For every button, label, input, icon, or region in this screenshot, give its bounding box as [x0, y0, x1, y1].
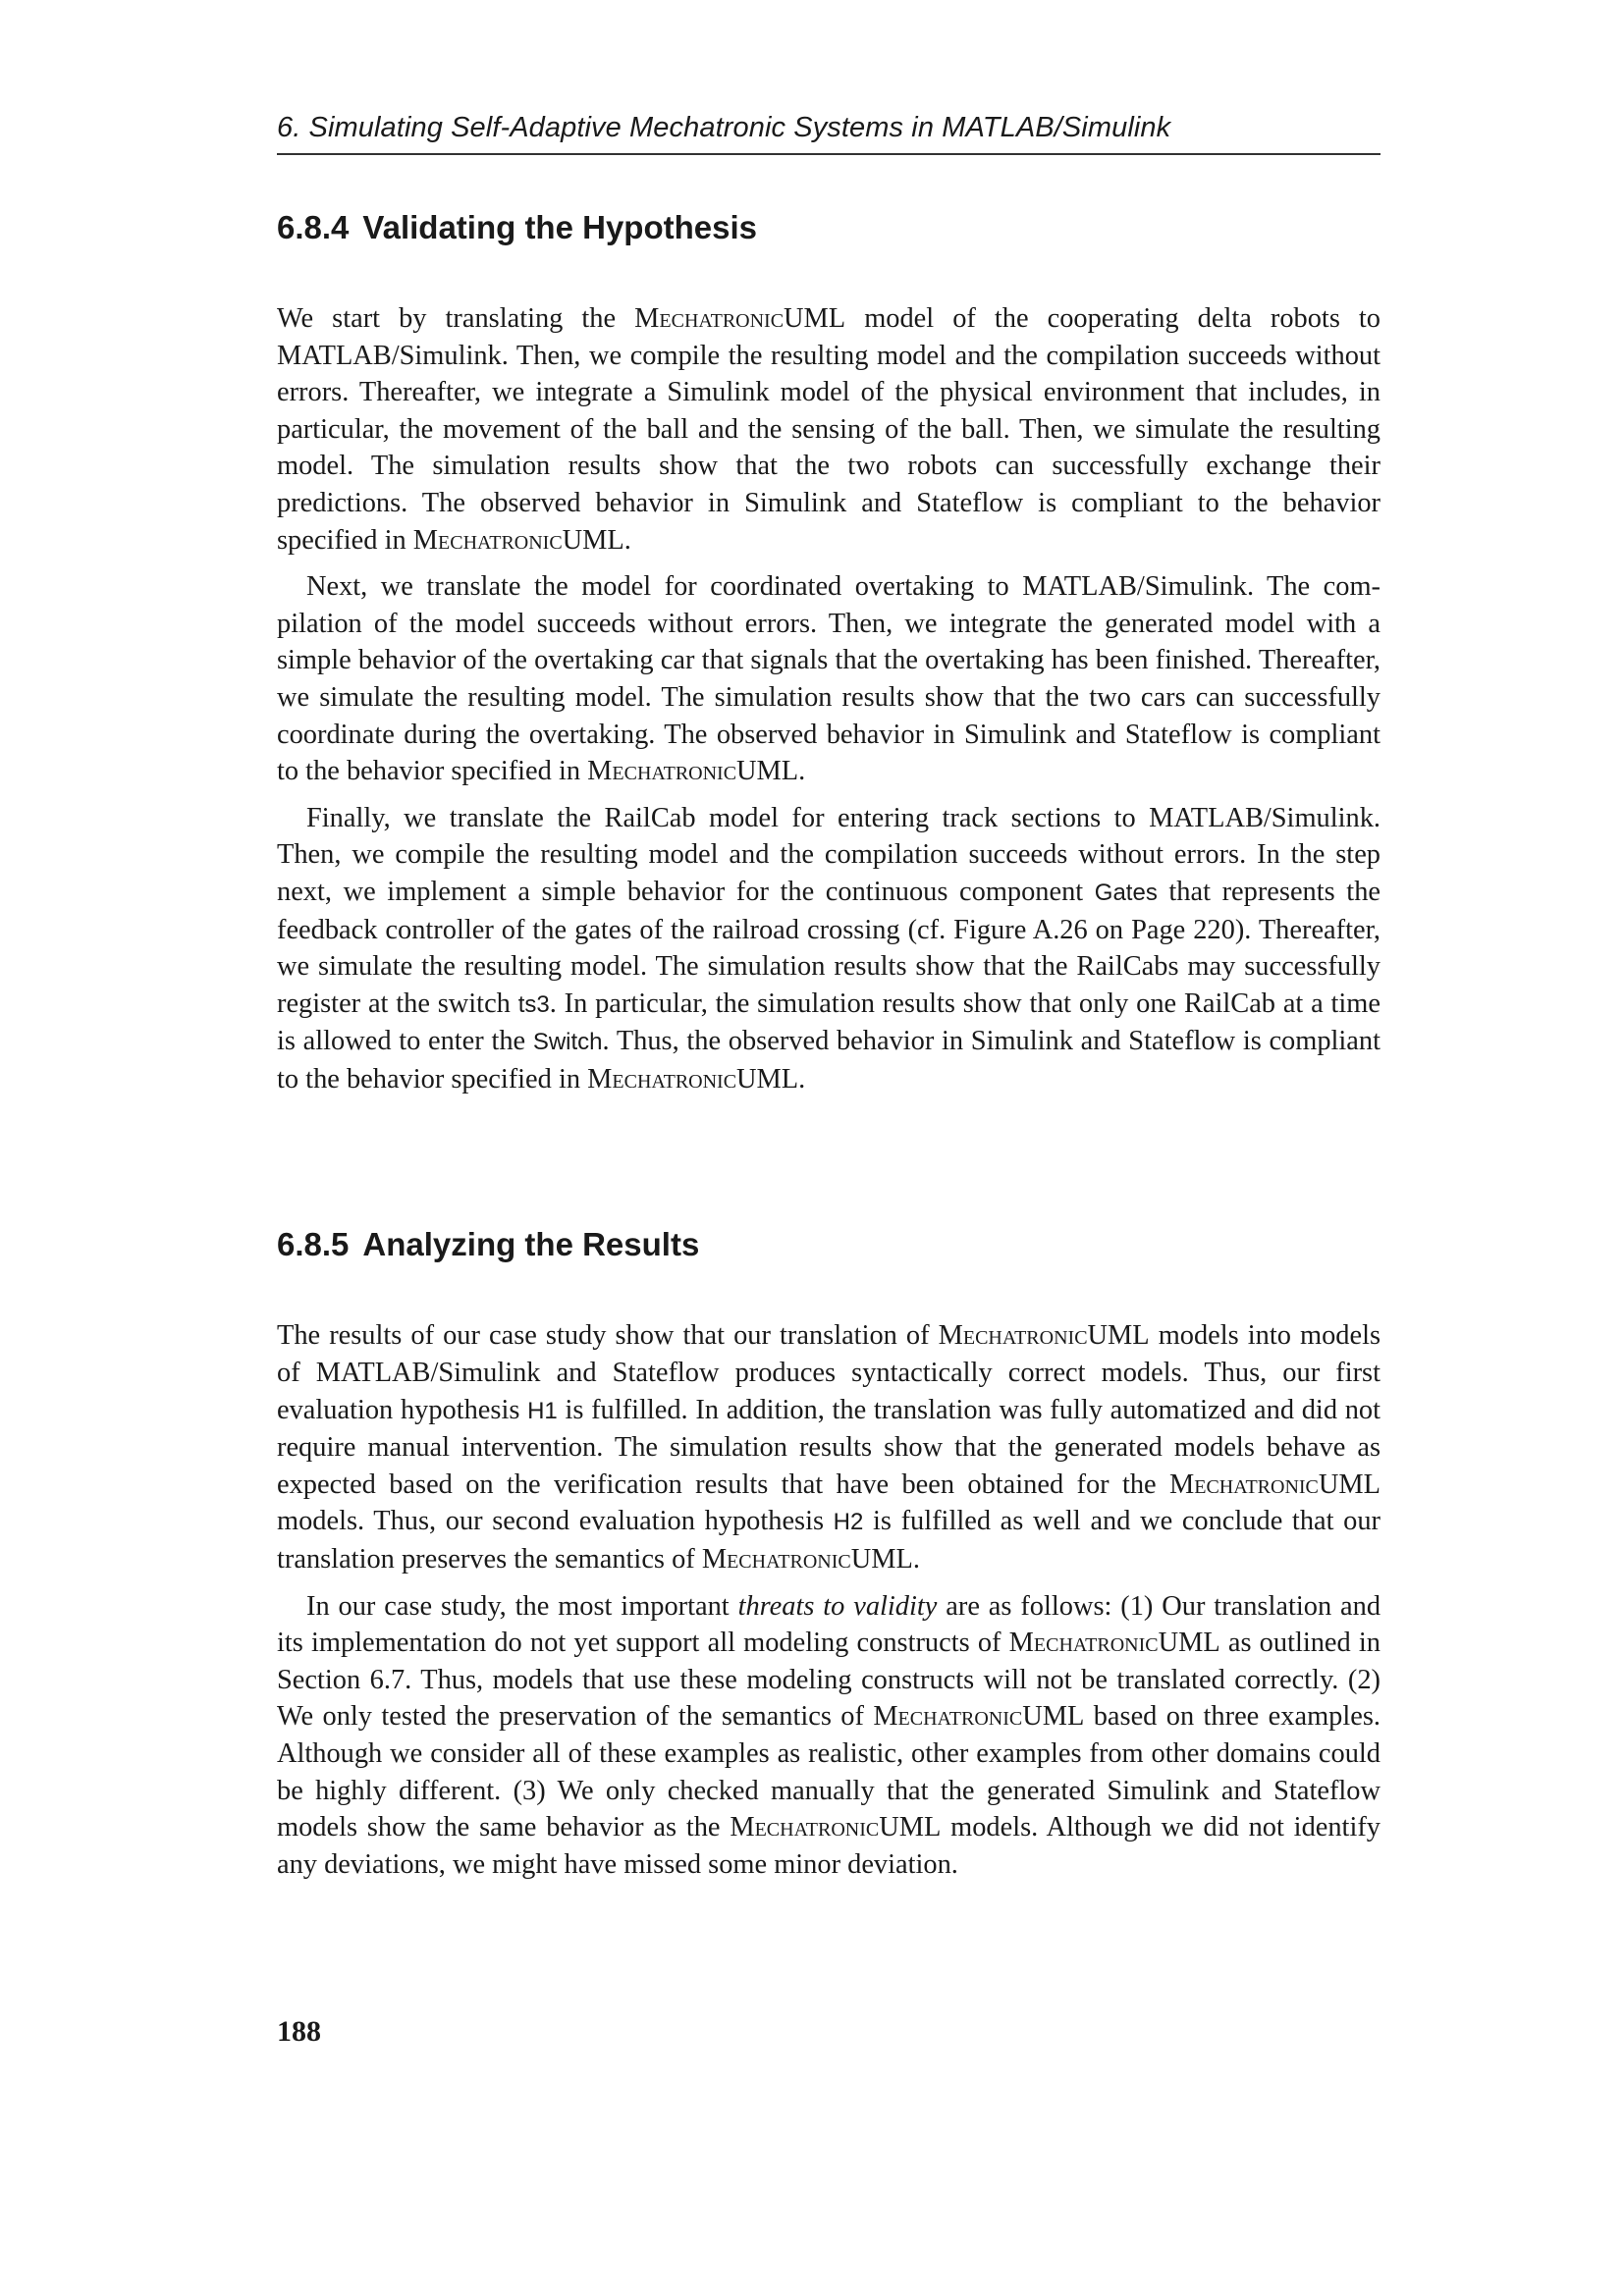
running-head: 6. Simulating Self-Adaptive Mechatronic Systems in MATLAB/Simulink — [277, 110, 1380, 155]
term-ts3: ts3 — [517, 990, 550, 1018]
text-run: as outlined in Section 6.7. Thus, models that use these modeling constructs will not be translated correctly. (2) We only tested the preservation of the semantics of — [277, 1628, 1380, 1733]
page-body — [277, 110, 1380, 1893]
term-mechatronicuml: MechatronicUML — [1168, 1468, 1380, 1500]
paragraph-threats — [277, 1588, 1380, 1884]
text-run: models. Although we did not identify any deviations, we might have missed some minor deviation. — [277, 1812, 1380, 1880]
paragraph-overtaking — [277, 568, 1380, 790]
section-number: 6.8.5 — [277, 1226, 350, 1263]
text-run: is fulfilled as well and we conclude that our translation preserves the semantics of — [277, 1506, 1380, 1575]
term-h2: H2 — [833, 1509, 864, 1536]
term-mechatronicuml: MechatronicUML — [938, 1320, 1150, 1352]
text-run: . — [798, 1063, 806, 1095]
text-run: The results of our case study show that our translation of — [277, 1320, 939, 1352]
term-mechatronicuml: MechatronicUML — [873, 1701, 1085, 1733]
text-run: model of the cooperating delta robots to MATLAB/Simulink. Then, we compile the resulting model and the compilation succeeds without errors. Thereafter, we integrate a Simulink model of the physical environment that includes, in particular, the movement of the ball and the sensing of the ball. Then, we simulate the resulting model. The simulation results show that the two robots can successfully exchange their predictions. The observed behavior in Simulink and Stateflow is compliant to the behavior specified in — [277, 303, 1380, 556]
term-mechatronicuml: MechatronicUML — [701, 1544, 913, 1575]
term-mechatronicuml: MechatronicUML — [634, 303, 846, 334]
term-switch: Switch — [532, 1029, 603, 1056]
text-run: . Thus, the observed behavior in Simulink and Stateflow is compliant to the behavior specified in — [277, 1026, 1380, 1095]
section-heading-validating — [277, 208, 1380, 247]
text-run: . — [798, 756, 806, 787]
term-threats-to-validity: threats to validity — [737, 1590, 938, 1622]
text-run: models into models of MATLAB/Simulink and Stateflow produces syntactically correct models. Thus, our first evaluation hypothesis — [277, 1320, 1381, 1425]
section-title: Analyzing the Results — [362, 1226, 700, 1263]
section-number: 6.8.4 — [277, 209, 350, 245]
term-mechatronicuml: MechatronicUML — [587, 1063, 799, 1095]
text-run: are as follows: (1) Our translation and its implementation do not yet support all modeling constructs of — [277, 1590, 1381, 1659]
paragraph-railcab — [277, 800, 1380, 1098]
text-run: is fulfilled. In addition, the translation was fully automatized and did not require manual intervention. The simulation results show that the generated models behave as expected based on the verification results that have been obtained for the — [277, 1394, 1380, 1500]
paragraph-delta-robots — [277, 300, 1380, 559]
text-run: that represents the feedback controller of the gates of the railroad crossing (cf. Figure A.26 on Page 220). Thereafter, we simulate the resulting model. The simulation results show that the RailCabs may successfully register at the switch — [277, 876, 1380, 1019]
term-gates: Gates — [1094, 879, 1158, 906]
text-run: Next, we translate the model for coordinated overtaking to MATLAB/Simulink. The compilation of the model succeeds without errors. Then, we integrate the generated model with a simple behavior of the overtaking car that signals that the overtaking has been finished. Thereafter, we simulate the resulting model. The simulation results show that the two cars can successfully coordinate during the overtaking. The observed behavior in Simulink and Stateflow is compliant to the behavior specified in — [277, 571, 1380, 787]
section-heading-analyzing — [277, 1225, 1380, 1264]
text-run: . — [623, 524, 631, 556]
text-run: In our case study, the most important — [306, 1590, 738, 1622]
text-run: models. Thus, our second evaluation hypothesis — [277, 1506, 834, 1537]
term-mechatronicuml: MechatronicUML — [1008, 1628, 1220, 1659]
text-run: We start by translating the — [277, 303, 635, 334]
term-mechatronicuml: MechatronicUML — [587, 756, 799, 787]
text-run: based on three examples. Although we consider all of these examples as realistic, other examples from other domains could be highly different. (3) We only checked manually that the generated Simulink and Stateflow models show the same behavior as the — [277, 1701, 1380, 1843]
text-run: Finally, we translate the RailCab model for entering track sections to MATLAB/Simulink. Then, we compile the resulting model and the compilation succeeds without errors. In the step next, we implement a simple behavior for the continuous component — [277, 802, 1380, 907]
term-mechatronicuml: MechatronicUML — [730, 1812, 942, 1843]
text-run: . — [912, 1544, 920, 1575]
section-title: Validating the Hypothesis — [362, 209, 757, 245]
term-h1: H1 — [527, 1397, 558, 1424]
text-run: . In particular, the simulation results show that only one RailCab at a time is allowed to enter the — [277, 988, 1380, 1057]
term-mechatronicuml: MechatronicUML — [412, 524, 624, 556]
page-number: 188 — [277, 2015, 321, 2048]
paragraph-results — [277, 1317, 1380, 1577]
